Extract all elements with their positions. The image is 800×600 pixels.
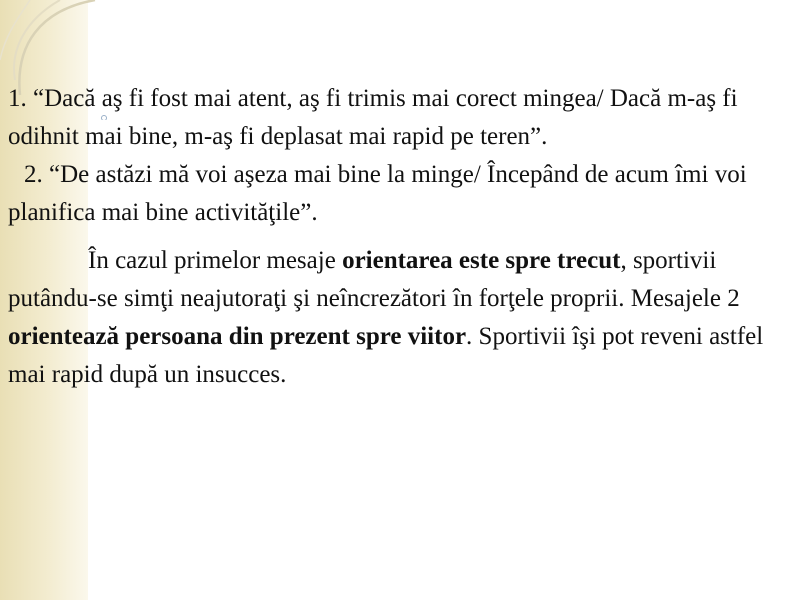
explanation-text-1: În cazul primelor mesaje: [88, 247, 343, 274]
explanation-text-2: , sportivii putându-se simţi neajutoraţi şi neîncrezători în forţele proprii. Mesajele 2: [8, 247, 740, 312]
explanation-paragraph: [8, 242, 790, 394]
explanation-text-3: . Sportivii îşi pot reveni astfel mai rapid după un insucces.: [8, 323, 764, 388]
slide-body: [8, 80, 790, 394]
explanation-bold-1: orientarea este spre trecut: [342, 247, 621, 274]
explanation-bold-2: orientează persoana din prezent spre viitor: [8, 323, 467, 350]
example-message-2: 2. “De astăzi mă voi aşeza mai bine la minge/ Începând de acum îmi voi planifica mai bine activităţile”.: [8, 161, 747, 226]
example-message-1: 1. “Dacă aş fi fost mai atent, aş fi trimis mai corect mingea/ Dacă m-aş fi odihnit mai bine, m-aş fi deplasat mai rapid pe teren”.: [8, 85, 738, 150]
